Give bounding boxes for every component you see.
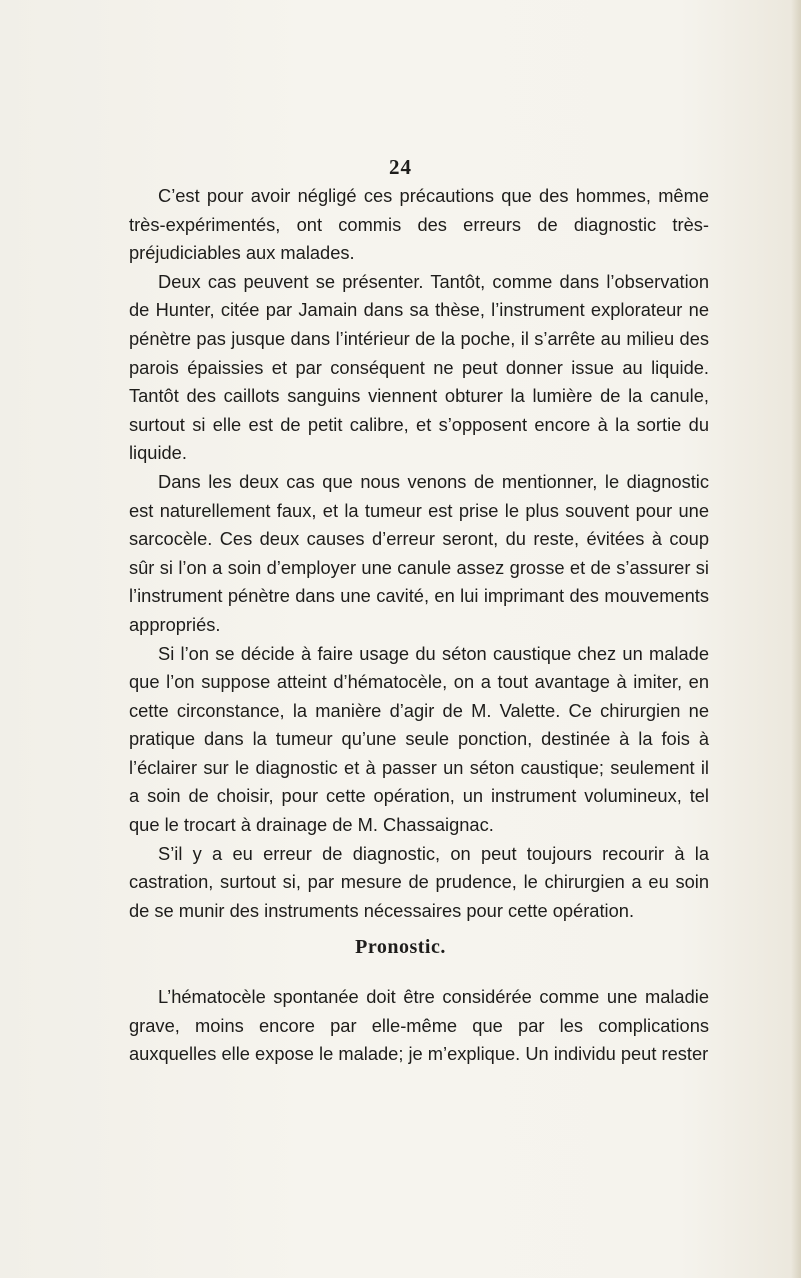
paragraph: L’hématocèle spontanée doit être considérée comme une maladie grave, moins encore par elle-même que par les complications auxquelles elle expose le malade; je m’explique. Un individu peut rester <box>129 986 709 1065</box>
paragraph: Deux cas peuvent se présenter. Tantôt, comme dans l’observation de Hunter, citée par Jamain dans sa thèse, l’instrument explorateur ne pénètre pas jusque dans l’intérieur de la poche, il s’arrête au milieu des parois épaissies et par conséquent ne peut donner issue au liquide. Tantôt des caillots sanguins viennent obturer la lumière de la canule, surtout si elle est de petit calibre, et s’opposent encore à la sortie du liquide. <box>129 270 709 464</box>
paragraph: S’il y a eu erreur de diagnostic, on peut toujours recourir à la castration, surtout si, par mesure de prudence, le chirurgien a eu soin de se munir des instruments nécessaires pour cette opération. <box>129 842 709 921</box>
body-text <box>129 182 709 925</box>
section-body-text <box>129 983 709 1069</box>
page-edge-shadow <box>791 0 801 1278</box>
paragraph: C’est pour avoir négligé ces précautions que des hommes, même très-expérimentés, ont commis des erreurs de diagnostic très-préjudiciables aux malades. <box>129 185 709 264</box>
page-number: 24 <box>389 155 412 179</box>
section-title: Pronostic. <box>355 936 446 958</box>
paragraph: Dans les deux cas que nous venons de mentionner, le diagnostic est naturellement faux, et la tumeur est prise le plus souvent pour une sarcocèle. Ces deux causes d’erreur seront, du reste, évitées à coup sûr si l’on a soin d’employer une canule assez grosse et de s’assurer si l’instrument pénètre dans une cavité, en lui imprimant des mouvements appropriés. <box>129 470 709 635</box>
paragraph: Si l’on se décide à faire usage du séton caustique chez un malade que l’on suppose atteint d’hématocèle, on a tout avantage à imiter, en cette circonstance, la manière d’agir de M. Valette. Ce chirurgien ne pratique dans la tumeur qu’une seule ponction, destinée à la fois à l’éclairer sur le diagnostic et à passer un séton caustique; seulement il a soin de choisir, pour cette opération, un instrument volumineux, tel que le trocart à drainage de M. Chassaignac. <box>129 642 709 836</box>
